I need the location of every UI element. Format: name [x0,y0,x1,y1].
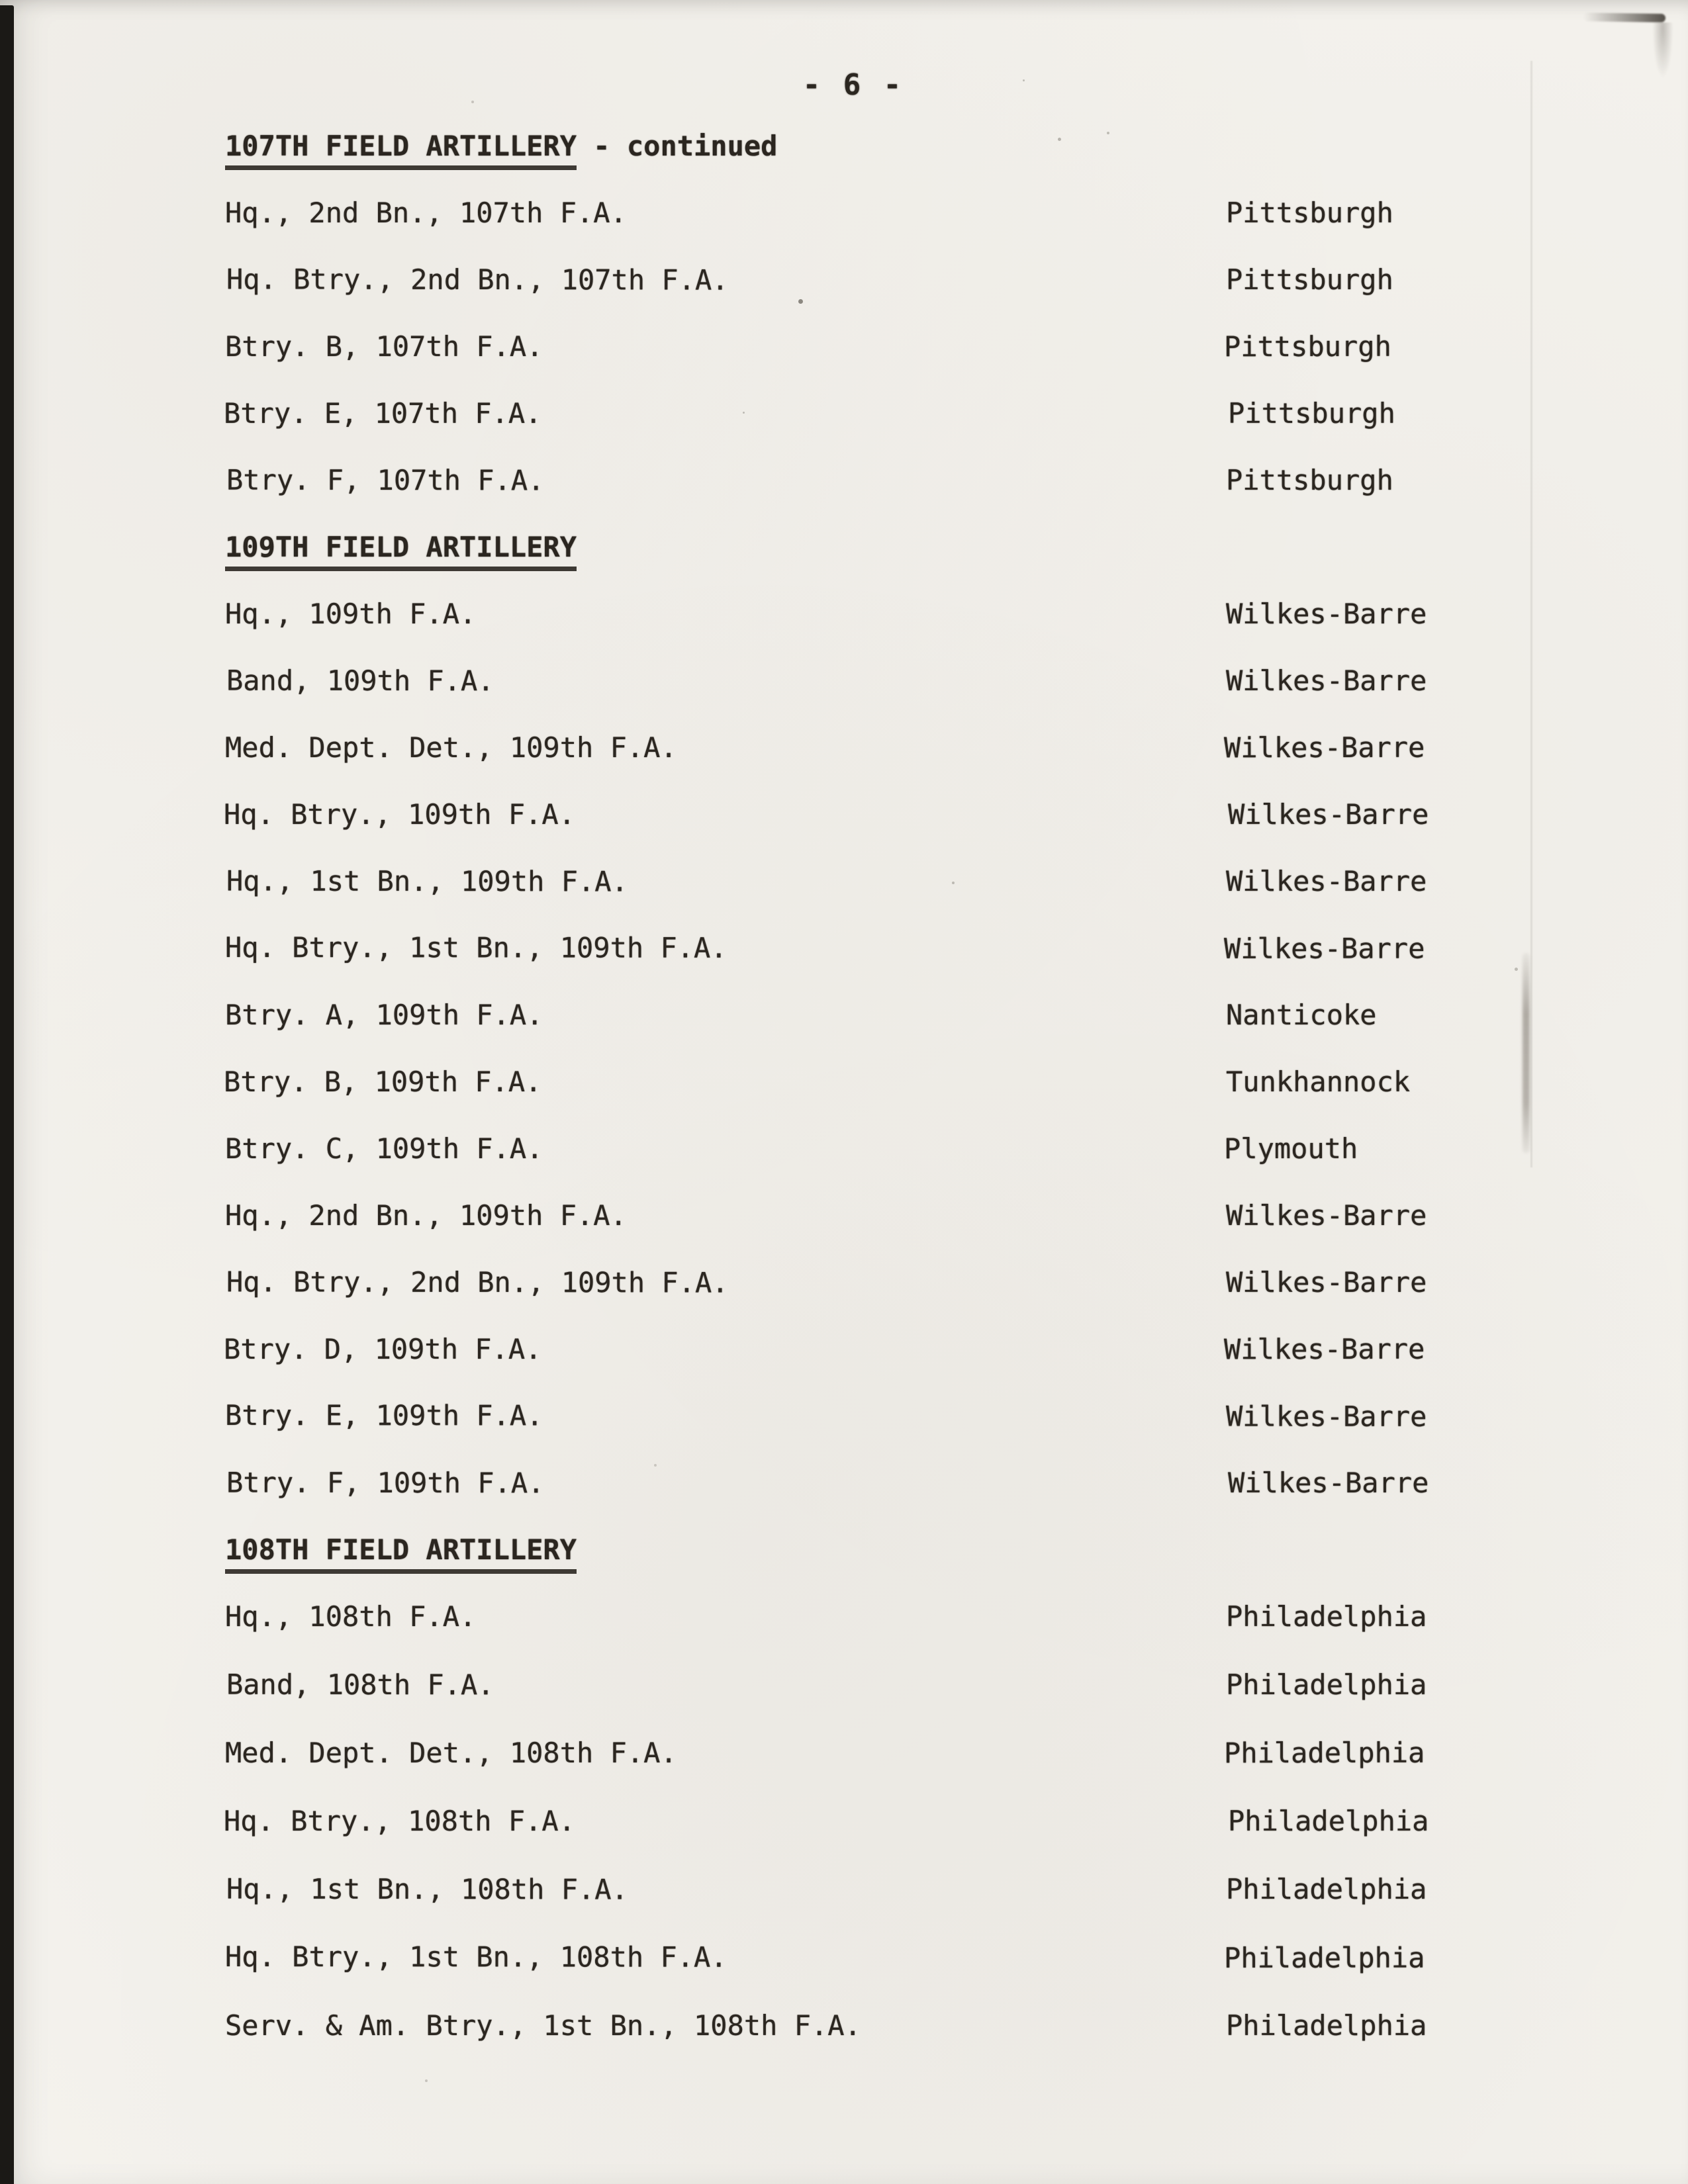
section-title-text: 107TH FIELD ARTILLERY [225,130,577,170]
unit-row [225,731,1536,798]
station-name: Wilkes-Barre [1223,1332,1425,1366]
station-name: Wilkes-Barre [1226,865,1427,897]
station-name: Nanticoke [1226,999,1377,1031]
unit-row [225,1805,1536,1873]
section-title [225,531,1536,598]
station-name: Pittsburgh [1226,263,1393,296]
unit-name: Band, 108th F.A. [226,1668,494,1702]
artillery-section [225,1533,1536,2077]
station-name: Wilkes-Barre [1226,1400,1427,1433]
artillery-section [225,130,1536,531]
unit-name: Hq. Btry., 2nd Bn., 109th F.A. [226,1265,729,1299]
unit-row [225,664,1536,731]
station-name: Philadelphia [1224,1941,1425,1974]
unit-name: Hq., 1st Bn., 108th F.A. [226,1872,628,1906]
station-name: Philadelphia [1223,1736,1425,1770]
unit-row [225,1399,1536,1467]
unit-name: Hq. Btry., 1st Bn., 109th F.A. [225,931,727,964]
unit-name: Hq., 2nd Bn., 107th F.A. [225,197,627,229]
unit-row [225,1333,1536,1400]
station-name: Philadelphia [1226,2009,1427,2042]
unit-name: Btry. B, 109th F.A. [224,1066,542,1098]
unit-row [225,1873,1536,1941]
unit-name: Hq. Btry., 1st Bn., 108th F.A. [225,1940,727,1974]
station-name: Pittsburgh [1226,197,1393,229]
section-title-suffix: - continued [577,130,778,162]
unit-row [225,1668,1536,1737]
unit-row [225,1132,1536,1199]
station-name: Pittsburgh [1228,397,1395,430]
section-title-text: 109TH FIELD ARTILLERY [225,531,577,571]
paper-speck [425,2079,428,2082]
unit-name: Hq. Btry., 108th F.A. [224,1805,576,1837]
station-name: Philadelphia [1226,1668,1427,1701]
station-name: Wilkes-Barre [1228,798,1429,831]
page-number: - 6 - [802,68,904,102]
station-name: Philadelphia [1226,1600,1427,1633]
unit-row [225,931,1536,999]
unit-row [225,330,1536,397]
unit-name: Btry. D, 109th F.A. [224,1333,542,1365]
unit-station-list [225,130,1536,2077]
station-name: Philadelphia [1228,1805,1429,1837]
unit-row [225,397,1536,464]
artillery-section [225,531,1536,1533]
unit-row [225,1199,1536,1266]
station-name: Pittsburgh [1223,330,1391,363]
unit-name: Hq., 1st Bn., 109th F.A. [226,864,628,898]
unit-row [225,865,1536,932]
unit-name: Btry. F, 107th F.A. [226,463,545,497]
station-name: Wilkes-Barre [1224,932,1425,965]
station-name: Tunkhannock [1226,1066,1411,1098]
station-name: Wilkes-Barre [1223,731,1425,764]
station-name: Pittsburgh [1226,464,1393,496]
unit-row [225,1266,1536,1333]
unit-name: Hq., 2nd Bn., 109th F.A. [225,1199,627,1232]
unit-row [225,263,1536,330]
unit-name: Serv. & Am. Btry., 1st Bn., 108th F.A. [225,2009,861,2042]
unit-row [225,598,1536,664]
unit-name: Hq., 108th F.A. [225,1600,477,1633]
unit-row [225,798,1536,865]
unit-row [225,1066,1536,1132]
station-name: Wilkes-Barre [1228,1467,1429,1499]
unit-row [225,1600,1536,1668]
unit-name: Btry. E, 107th F.A. [224,397,542,430]
station-name: Wilkes-Barre [1226,598,1427,630]
unit-name: Hq. Btry., 109th F.A. [224,798,576,831]
section-title [225,130,1536,197]
unit-name: Btry. F, 109th F.A. [226,1466,545,1500]
section-title-text: 108TH FIELD ARTILLERY [225,1533,577,1574]
scan-edge-bar [0,5,14,2184]
unit-row [225,464,1536,531]
unit-name: Hq. Btry., 2nd Bn., 107th F.A. [226,263,729,296]
station-name: Wilkes-Barre [1226,664,1427,697]
unit-name: Med. Dept. Det., 108th F.A. [225,1737,677,1769]
section-title [225,1533,1536,1600]
unit-name: Band, 109th F.A. [226,664,494,698]
station-name: Philadelphia [1226,1873,1427,1905]
unit-row [225,2009,1536,2077]
unit-row [225,1737,1536,1805]
unit-row [225,1940,1536,2010]
station-name: Plymouth [1223,1132,1358,1165]
unit-name: Btry. E, 109th F.A. [225,1398,543,1432]
unit-name: Med. Dept. Det., 109th F.A. [225,731,677,764]
unit-name: Btry. B, 107th F.A. [225,330,543,363]
station-name: Wilkes-Barre [1226,1266,1427,1298]
station-name: Wilkes-Barre [1226,1199,1427,1232]
unit-row [225,999,1536,1066]
unit-name: Btry. A, 109th F.A. [225,999,543,1031]
unit-row [225,197,1536,263]
unit-name: Btry. C, 109th F.A. [225,1132,543,1165]
page-curl-mark [1583,13,1665,23]
unit-name: Hq., 109th F.A. [225,598,477,630]
unit-row [225,1467,1536,1533]
